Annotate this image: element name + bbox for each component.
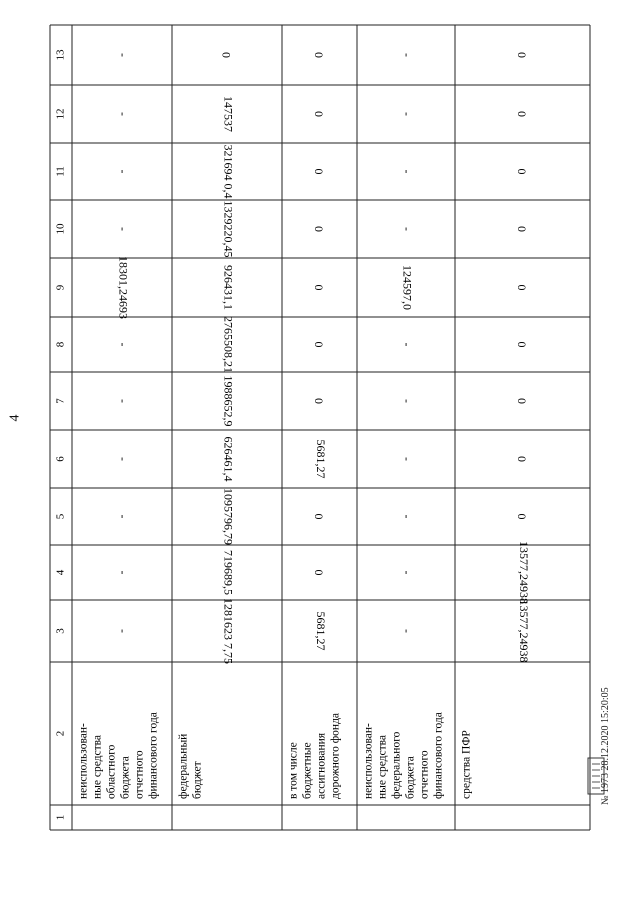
row-label-line: бюджета — [404, 756, 417, 799]
table-cell: - — [397, 457, 412, 461]
table-cell: - — [397, 514, 412, 519]
table-cell: 0 — [311, 341, 326, 348]
row-label-line: бюджет — [191, 761, 204, 799]
row-label — [461, 730, 473, 799]
table-cell: 0 — [311, 111, 326, 117]
table-cell: 5681,27 — [313, 611, 328, 651]
table-cell: - — [113, 342, 128, 347]
table-cell: - — [113, 169, 128, 174]
row-label-line: ные средства — [91, 734, 104, 799]
table-cell: 1281623 7,75 — [221, 598, 236, 664]
header-cell: 3 — [54, 628, 67, 634]
header-cell: 5 — [54, 513, 67, 520]
header-cell: 11 — [54, 166, 67, 177]
row-label-line: отчетного — [133, 750, 146, 799]
table-cell: - — [113, 112, 128, 116]
header-cell: 2 — [54, 730, 67, 737]
row-label-line: федеральный — [177, 733, 190, 799]
table-cell: - — [113, 570, 128, 575]
row-label-line: в том числе — [287, 742, 300, 799]
page-number: 4 — [7, 414, 23, 422]
table-cell: 0 — [514, 398, 529, 404]
table-cell: 0 — [514, 456, 529, 462]
header-cell: 9 — [54, 284, 67, 291]
table-cell: 0 — [311, 513, 326, 520]
table-cell: 321694 0,4 — [221, 144, 236, 199]
table-cell: 0 — [311, 398, 326, 404]
registration-footer: № 1973 28.12.2020 15:20:05 — [600, 687, 611, 805]
row-label-line: федерального — [390, 731, 403, 799]
table-cell: 719689,5 — [221, 550, 236, 595]
row-label — [363, 712, 445, 799]
table-cell: 13577,24938 — [516, 541, 531, 604]
row-label-line: бюджетные — [301, 742, 314, 799]
table-cell: 0 — [514, 284, 529, 291]
table-cell: - — [397, 629, 412, 633]
table-cell: - — [397, 399, 412, 403]
row-label-line: ассигнования — [315, 732, 328, 799]
table-cell: 0 — [514, 52, 529, 58]
table-cell: - — [397, 227, 412, 231]
table-cell: - — [113, 457, 128, 461]
header-cell: 10 — [54, 223, 67, 235]
header-cell: 8 — [54, 341, 67, 348]
table-cell: - — [397, 53, 412, 57]
table-cell: 124597,0 — [400, 265, 415, 310]
table-cell: - — [397, 342, 412, 347]
table-cell: 0 — [514, 513, 529, 520]
table-cell: 0 — [514, 168, 529, 175]
table-cell: 0 — [514, 341, 529, 348]
row-label-line: неиспользован- — [362, 723, 375, 799]
row-label-line: бюджета — [119, 756, 132, 799]
header-cell: 1 — [54, 814, 67, 821]
table-cell: - — [113, 227, 128, 231]
table-cell: 18301,24693 — [116, 256, 131, 319]
table-cell: 0 — [311, 52, 326, 58]
table-cell: - — [113, 514, 128, 519]
table-cell: 1988652,9 — [221, 375, 236, 427]
table-cell: 0 — [311, 226, 326, 232]
table-cell: - — [113, 399, 128, 403]
table-cell: 0 — [311, 168, 326, 175]
table-cell: 0 — [218, 52, 233, 58]
row-label — [288, 713, 342, 799]
table-cell: 2765508,21 — [221, 316, 236, 373]
row-label-line: финансового года — [147, 712, 160, 799]
header-cell: 7 — [54, 398, 67, 404]
header-cell: 12 — [54, 108, 67, 120]
table-cell: - — [113, 629, 128, 633]
table-cell: 5681,27 — [313, 439, 328, 479]
table-cell: 0 — [311, 284, 326, 291]
table-cell: - — [397, 112, 412, 116]
table-cell: 0 — [514, 111, 529, 117]
table-cell: 1329220,45 — [221, 200, 236, 258]
table-cell: 13577,24938 — [516, 599, 531, 663]
row-label-line: неиспользован- — [77, 723, 90, 799]
table-cell: - — [397, 570, 412, 575]
header-cell: 6 — [54, 456, 67, 462]
row-label-line: финансового года — [432, 712, 445, 799]
row-label-line: дорожного фонда — [329, 712, 342, 799]
row-label-line: отчетного — [418, 750, 431, 799]
table-cell: 626461,4 — [221, 436, 236, 482]
table-cell: - — [397, 169, 412, 174]
table-cell: 926431,1 — [221, 265, 236, 310]
header-cell: 4 — [54, 569, 67, 576]
table-cell: 0 — [514, 226, 529, 232]
row-label-line: средства ПФР — [460, 730, 473, 799]
row-label-line: областного — [105, 744, 118, 799]
table-cell: 0 — [311, 569, 326, 576]
row-label — [78, 712, 160, 799]
table-cell: 1095796,79 — [221, 488, 236, 545]
row-label-line: ные средства — [376, 734, 389, 799]
row-label — [178, 734, 204, 799]
table-cell: - — [113, 53, 128, 57]
header-cell: 13 — [54, 49, 67, 61]
table-cell: 147537 — [221, 96, 236, 132]
